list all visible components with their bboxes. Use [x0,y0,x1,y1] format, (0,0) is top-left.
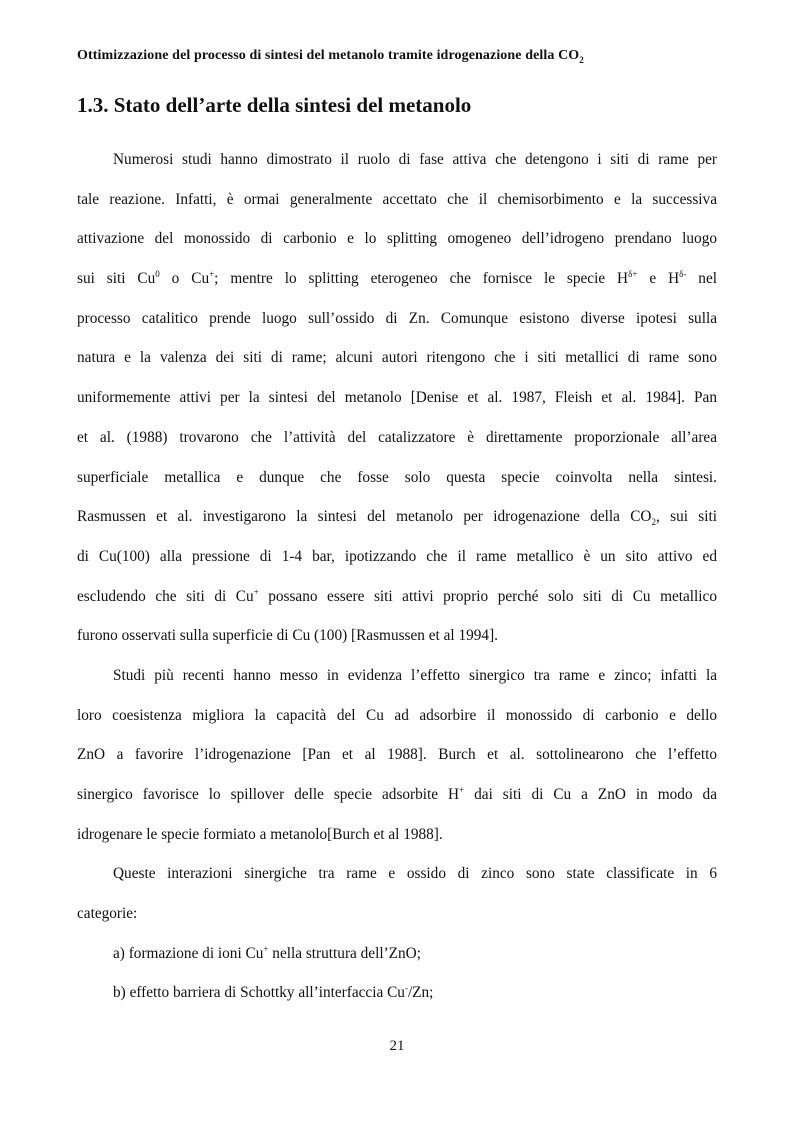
superscript: δ- [679,268,687,279]
paragraph-1-line-7: uniformemente attivi per la sintesi del metanolo [Denise et al. 1987, Fleish et al. 1984]. Pan [77,389,717,407]
paragraph-1-line-5: processo catalitico prende luogo sull’ossido di Zn. Comunque esistono diverse ipotesi sulla [77,309,717,327]
text-span: , sui siti [655,508,717,526]
running-header-subscript: 2 [579,54,584,65]
subscript: 2 [651,517,656,528]
paragraph-1-line-9: superficiale metallica e dunque che fosse solo questa specie coinvolta nella sintesi. [77,468,717,486]
paragraph-1-line-13: furono osservati sulla superficie di Cu (100) [Rasmussen et al 1994]. [77,627,499,645]
list-item-b [77,973,717,1013]
text-span: b) effetto barriera di Schottky all’interfaccia Cu [113,984,405,1002]
superscript: δ+ [628,268,638,279]
text-span: o Cu [159,270,210,288]
paragraph-1-line-11: di Cu(100) alla pressione di 1-4 bar, ipotizzando che il rame metallico è un sito attivo ed [77,547,717,565]
text-span: ; mentre lo splitting eterogeneo che fornisce le specie H [214,270,629,288]
page-number: 21 [389,1038,405,1054]
superscript: 0 [155,268,160,279]
text-span: escludendo che siti di Cu [77,587,254,605]
paragraph-1-line-4 [77,259,717,299]
paragraph-3-line-1: Queste interazioni sinergiche tra rame e ossido di zinco sono state classificate in 6 [113,865,717,883]
text-span: possano essere siti attivi proprio perché solo siti di Cu metallico [258,587,717,605]
paragraph-1-line-12 [77,577,717,617]
superscript: + [209,268,215,279]
text-span: nella struttura dell’ZnO; [268,944,421,962]
list-item-a [77,934,717,974]
paragraph-2-line-4 [77,775,717,815]
paragraph-1-line-3: attivazione del monossido di carbonio e lo splitting omogeneo dell’idrogeno prendano luogo [77,230,717,248]
paragraph-3-line-2: categorie: [77,905,138,923]
paragraph-1-line-8: et al. (1988) trovarono che l’attività del catalizzatore è direttamente proporzionale all’area [77,428,717,446]
text-span: /Zn; [407,984,434,1002]
paragraph-1-line-6: natura e la valenza dei siti di rame; alcuni autori ritengono che i siti metallici di rame sono [77,349,717,367]
text-span: e H [637,270,680,288]
superscript: - [404,983,408,994]
text-span: nel [686,270,717,288]
paragraph-2-line-2: loro coesistenza migliora la capacità del Cu ad adsorbire il monossido di carbonio e dello [77,706,717,724]
text-span: Rasmussen et al. investigarono la sintesi del metanolo per idrogenazione della CO [77,508,652,526]
text-span: dai siti di Cu a ZnO in modo da [464,786,717,803]
paragraph-2-line-1: Studi più recenti hanno messo in evidenza l’effetto sinergico tra rame e zinco; infatti la [113,666,717,684]
paragraph-2-line-5: idrogenare le specie formiato a metanolo[Burch et al 1988]. [77,825,443,843]
paragraph-1-line-2: tale reazione. Infatti, è ormai generalmente accettato che il chemisorbimento e la successiva [77,190,717,208]
text-span: sui siti Cu [77,270,156,288]
running-header-text: Ottimizzazione del processo di sintesi del metanolo tramite idrogenazione della CO [77,48,580,63]
superscript: + [459,784,465,795]
superscript: + [253,586,259,597]
paragraph-2-line-3: ZnO a favorire l’idrogenazione [Pan et al 1988]. Burch et al. sottolinearono che l’effetto [77,746,717,764]
paragraph-1-line-10 [77,497,717,537]
text-span: a) formazione di ioni Cu [113,944,264,962]
body-text [77,140,717,1013]
superscript: + [263,943,269,954]
section-title: 1.3. Stato dell’arte della sintesi del metanolo [77,93,472,117]
text-span: sinergico favorisce lo spillover delle specie adsorbite H [77,786,460,803]
running-header [77,48,727,64]
paragraph-1-line-1: Numerosi studi hanno dimostrato il ruolo di fase attiva che detengono i siti di rame per [113,151,717,168]
